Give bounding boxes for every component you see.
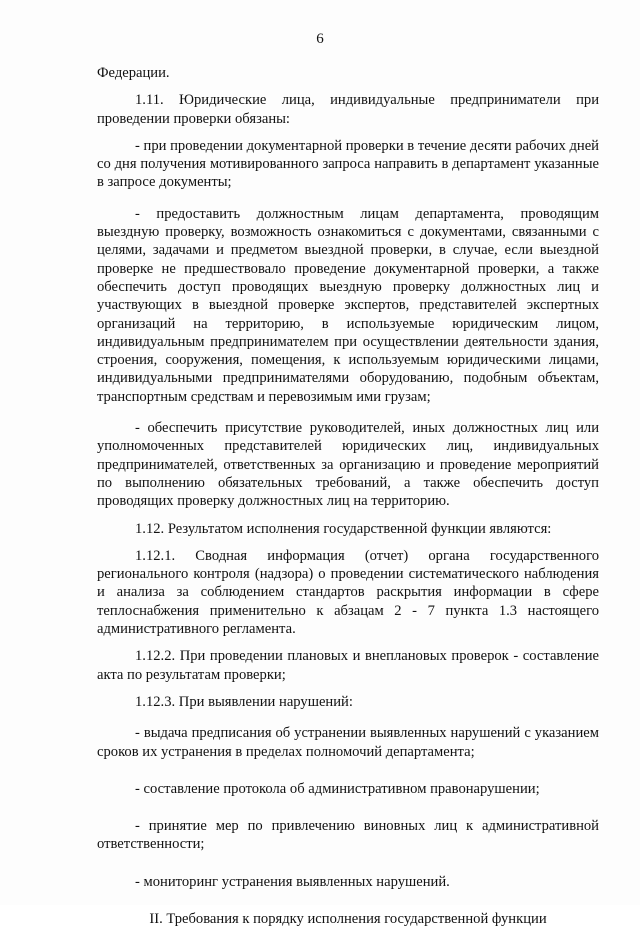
page-number: 6 [316,31,324,47]
paragraph-continuation: Федерации. [97,65,170,81]
paragraph-documentary-check: - при проведении документарной проверки в течение десяти рабочих дней со дня получения мотивированного запроса направить в департамент указанные в запросе документы; [97,137,599,191]
paragraph-liability: - принятие мер по привлечению виновных лиц к административной ответственности; [97,818,599,853]
paragraph-monitoring: - мониторинг устранения выявленных нарушений. [135,873,450,890]
section-heading-ii: II. Требования к порядку исполнения государственной функции [149,910,547,927]
paragraph-field-check-access: - предоставить должностным лицам департамента, проводящим выездную проверку, возможность ознакомиться с документами, связанными с целями, задачами и предметом выездной проверки, в случае, если выездной проверке не предшествовало проведение документарной проверки, а также обеспечить доступ проводящих выездную проверку должностных лиц и участвующих в выездной проверке экспертов, представителей экспертных организаций на территорию, в используемые юридическим лицом, индивидуальным предпринимателем при осуществлении деятельности здания, строения, сооружения, помещения, к используемым юридическими лицами, индивидуальными предпринимателями оборудованию, подобным объектам, транспортным средствам и перевозимым ими грузам; [97,205,599,405]
paragraph-1-12-3: 1.12.3. При выявлении нарушений: [135,693,353,710]
paragraph-issue-order: - выдача предписания об устранении выявленных нарушений с указанием сроков их устранения в пределах полномочий департамента; [97,725,599,760]
paragraph-1-11: 1.11. Юридические лица, индивидуальные предприниматели при проведении проверки обязаны: [97,92,599,127]
paragraph-1-12: 1.12. Результатом исполнения государственной функции являются: [135,520,552,537]
document-body [97,64,599,928]
paragraph-1-12-2: 1.12.2. При проведении плановых и внеплановых проверок - составление акта по результатам проверки; [97,648,599,683]
paragraph-1-12-1: 1.12.1. Сводная информация (отчет) органа государственного регионального контроля (надзора) о проведении систематического наблюдения и анализа за соблюдением стандартов раскрытия информации в сфере теплоснабжения применительно к абзацам 2 - 7 пункта 1.3 настоящего административного регламента. [97,547,599,638]
paragraph-protocol: - составление протокола об административном правонарушении; [135,780,540,797]
paragraph-ensure-presence: - обеспечить присутствие руководителей, иных должностных лиц или уполномоченных представителей юридических лиц, индивидуальных предпринимателей, ответственных за организацию и проведение мероприятий по выполнению обязательных требований, а также обеспечить доступ проводящих проверку должностных лиц на территорию. [97,420,599,510]
